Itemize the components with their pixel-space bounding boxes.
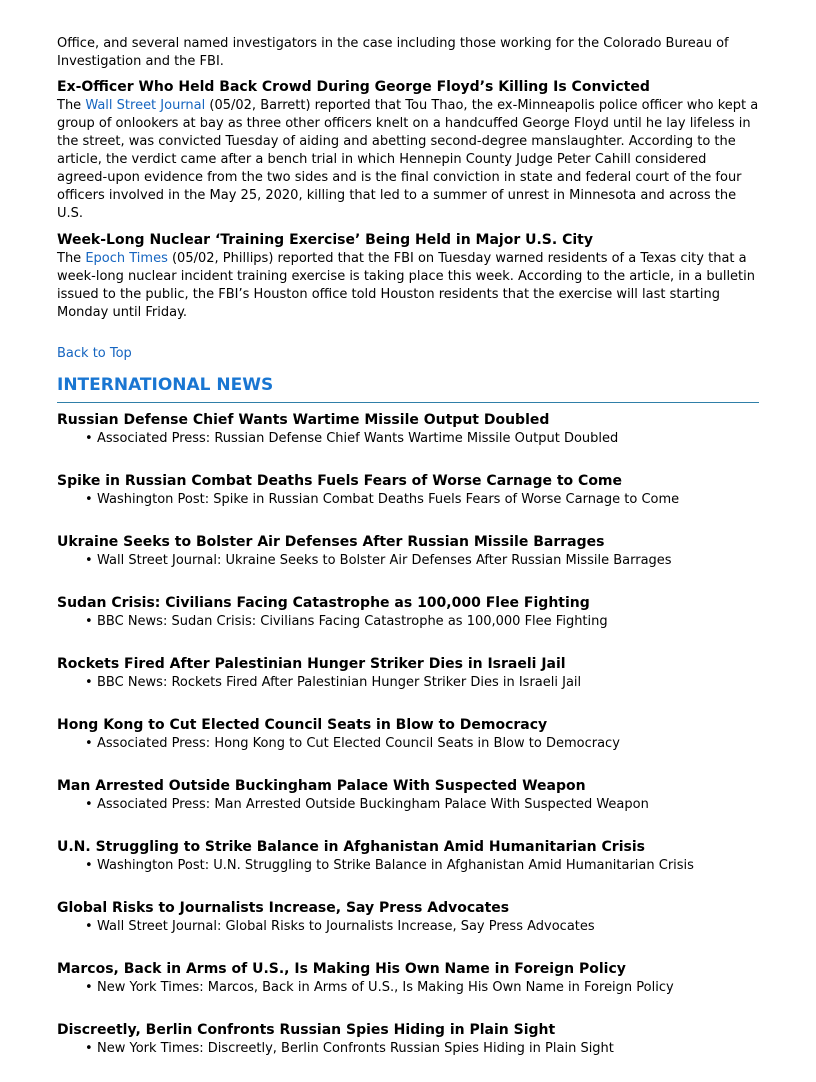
story-prefix: The: [57, 98, 86, 113]
news-item: [57, 838, 759, 899]
news-item: [57, 899, 759, 960]
news-item-title: Spike in Russian Combat Deaths Fuels Fears of Worse Carnage to Come: [57, 473, 623, 489]
story-title: Ex-Officer Who Held Back Crowd During George Floyd’s Killing Is Convicted: [57, 79, 650, 95]
story-prefix: The: [57, 251, 86, 266]
story-text: (05/02, Phillips) reported that the FBI on Tuesday warned residents of a Texas city that a week-long nuclear incident training exercise is taking place this week. According to the article, in a bulletin issued to the public, the FBI’s Houston office told Houston residents that the exercise will last starting Monday until Friday.: [57, 251, 756, 320]
news-item-title: Hong Kong to Cut Elected Council Seats in Blow to Democracy: [57, 717, 548, 733]
lead-paragraph: Office, and several named investigators in the case including those working for the Colorado Bureau of Investigation and the FBI.: [57, 36, 729, 69]
source-link-epoch-times[interactable]: Epoch Times: [85, 251, 168, 266]
news-item-link[interactable]: • New York Times: Marcos, Back in Arms of U.S., Is Making His Own Name in Foreign Policy: [97, 979, 759, 997]
news-item-title: Man Arrested Outside Buckingham Palace With Suspected Weapon: [57, 778, 586, 794]
news-item-link[interactable]: • Wall Street Journal: Ukraine Seeks to Bolster Air Defenses After Russian Missile Barrages: [97, 552, 759, 570]
news-item: [57, 777, 759, 838]
news-item-link[interactable]: • Associated Press: Russian Defense Chief Wants Wartime Missile Output Doubled: [97, 430, 759, 448]
story-text: (05/02, Barrett) reported that Tou Thao, the ex-Minneapolis police officer who kept a group of onlookers at bay as three other officers knelt on a handcuffed George Floyd until he lay lifeless in the street, was convicted Tuesday of aiding and abetting second-degree manslaughter. According to the article, the verdict came after a bench trial in which Hennepin County Judge Peter Cahill considered agreed-upon evidence from the two sides and is the final conviction in state and federal court of the four officers involved in the May 25, 2020, killing that led to a summer of unrest in Minnesota and across the U.S.: [57, 98, 759, 221]
news-item: [57, 960, 759, 1021]
news-item-title: Ukraine Seeks to Bolster Air Defenses After Russian Missile Barrages: [57, 534, 605, 550]
newsletter-page: [57, 35, 759, 1082]
news-item-title: Sudan Crisis: Civilians Facing Catastrophe as 100,000 Flee Fighting: [57, 595, 590, 611]
news-item: [57, 716, 759, 777]
news-item-link[interactable]: • Washington Post: U.N. Struggling to Strike Balance in Afghanistan Amid Humanitarian Crisis: [97, 857, 759, 875]
story-body: [57, 97, 759, 223]
international-news-list: [57, 411, 759, 1082]
news-item-title: U.N. Struggling to Strike Balance in Afghanistan Amid Humanitarian Crisis: [57, 839, 645, 855]
news-item-link[interactable]: • Washington Post: Spike in Russian Combat Deaths Fuels Fears of Worse Carnage to Come: [97, 491, 759, 509]
news-item-link[interactable]: • Associated Press: Man Arrested Outside Buckingham Palace With Suspected Weapon: [97, 796, 759, 814]
section-title-international-news: INTERNATIONAL NEWS: [57, 374, 759, 403]
news-item: [57, 655, 759, 716]
story-body: [57, 250, 759, 322]
story-nuclear: [57, 231, 759, 322]
news-item: [57, 411, 759, 472]
news-item: [57, 472, 759, 533]
source-link-wsj[interactable]: Wall Street Journal: [85, 98, 206, 113]
back-to-top-link[interactable]: Back to Top: [57, 346, 132, 361]
news-item-title: Russian Defense Chief Wants Wartime Missile Output Doubled: [57, 412, 550, 428]
story-floyd: [57, 78, 759, 223]
news-item-title: Global Risks to Journalists Increase, Say Press Advocates: [57, 900, 510, 916]
news-item: [57, 594, 759, 655]
news-item-title: Marcos, Back in Arms of U.S., Is Making His Own Name in Foreign Policy: [57, 961, 626, 977]
news-item-title: Discreetly, Berlin Confronts Russian Spies Hiding in Plain Sight: [57, 1022, 556, 1038]
news-item-link[interactable]: • New York Times: Discreetly, Berlin Confronts Russian Spies Hiding in Plain Sight: [97, 1040, 759, 1058]
news-item-link[interactable]: • BBC News: Sudan Crisis: Civilians Facing Catastrophe as 100,000 Flee Fighting: [97, 613, 759, 631]
news-item-link[interactable]: • Associated Press: Hong Kong to Cut Elected Council Seats in Blow to Democracy: [97, 735, 759, 753]
news-item-title: Rockets Fired After Palestinian Hunger Striker Dies in Israeli Jail: [57, 656, 566, 672]
news-item-link[interactable]: • Wall Street Journal: Global Risks to Journalists Increase, Say Press Advocates: [97, 918, 759, 936]
story-title: Week-Long Nuclear ‘Training Exercise’ Being Held in Major U.S. City: [57, 232, 593, 248]
news-item: [57, 533, 759, 594]
news-item: [57, 1021, 759, 1082]
news-item-link[interactable]: • BBC News: Rockets Fired After Palestinian Hunger Striker Dies in Israeli Jail: [97, 674, 759, 692]
